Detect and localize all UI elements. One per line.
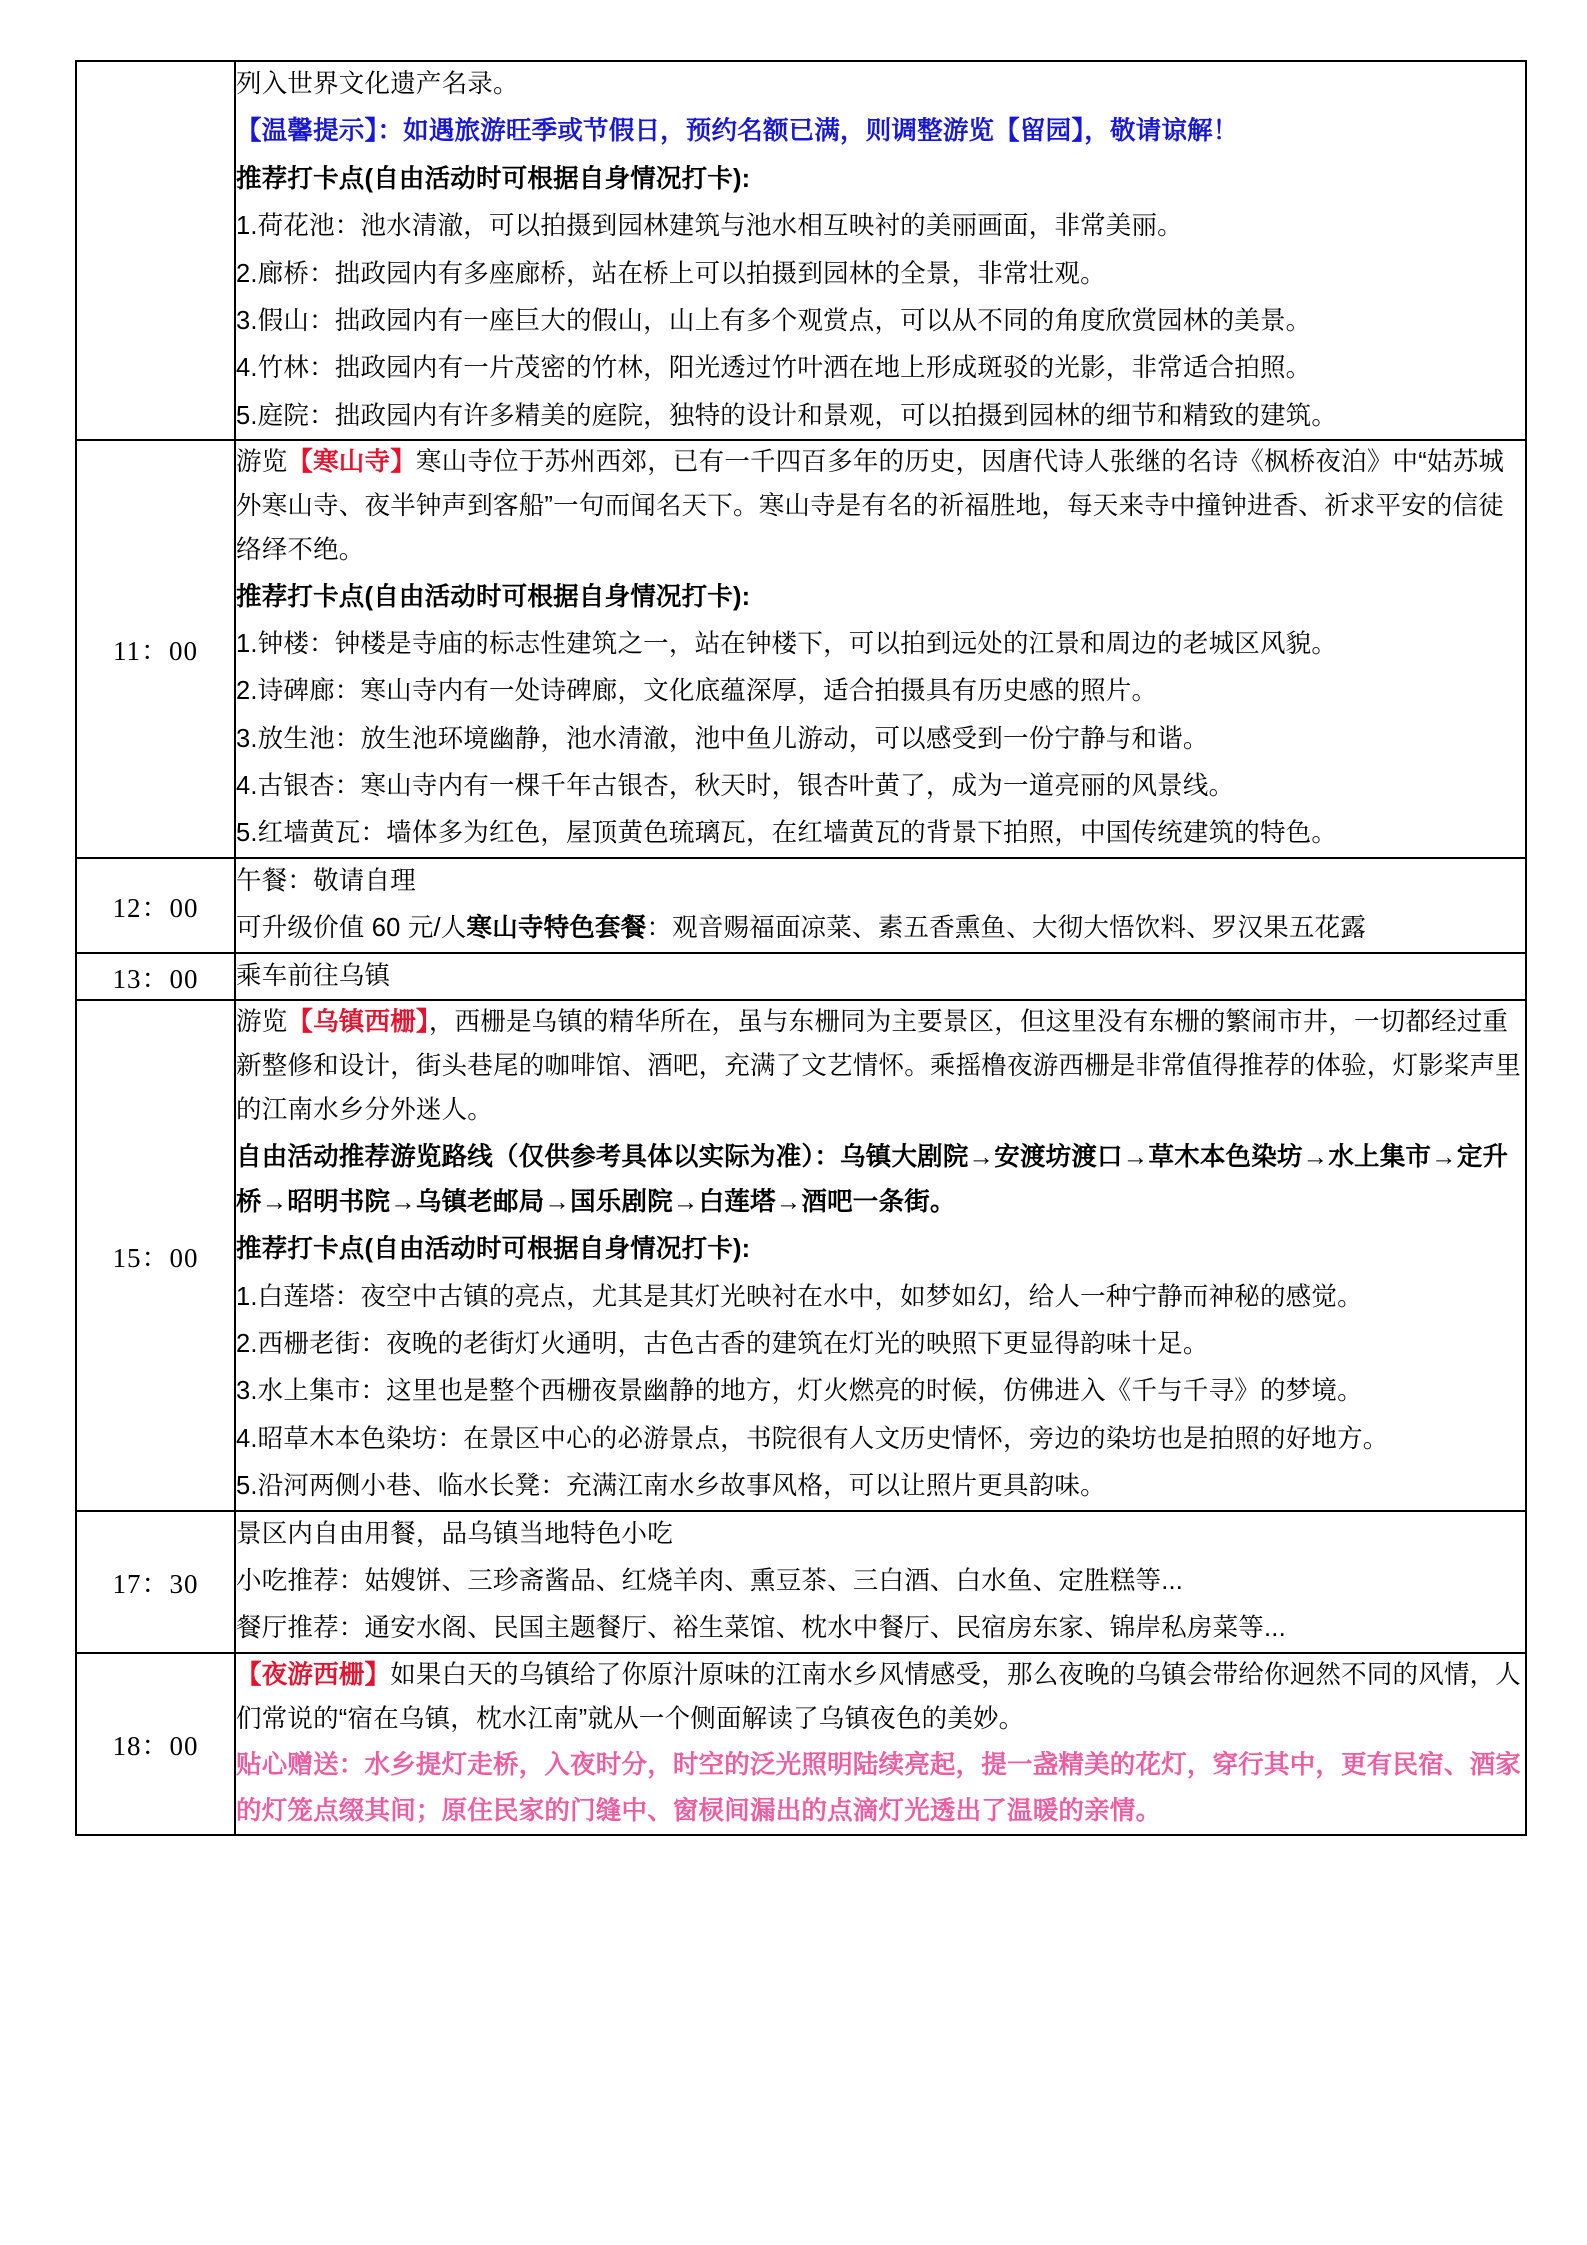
time-cell: 18：00 (76, 1653, 235, 1835)
time-cell: 11：00 (76, 440, 235, 858)
restaurant-recommendation-line: 餐厅推荐：通安水阁、民国主题餐厅、裕生菜馆、枕水中餐厅、民宿房东家、锦岸私房菜等... (236, 1614, 1286, 1643)
content-cell (235, 61, 1526, 440)
set-meal-name: 寒山寺特色套餐 (466, 914, 647, 943)
photo-spots-heading: 推荐打卡点(自由活动时可根据自身情况打卡): (236, 582, 751, 611)
photo-spot-item: 5.庭院：拙政园内有许多精美的庭院，独特的设计和景观，可以拍摄到园林的细节和精致的建筑。 (236, 401, 1338, 430)
night-tour-highlight: 【夜游西栅】 (236, 1660, 391, 1689)
photo-spot-item: 4.古银杏：寒山寺内有一棵千年古银杏，秋天时，银杏叶黄了，成为一道亮丽的风景线。 (236, 772, 1235, 801)
gift-line: 贴心赠送：水乡提灯走桥，入夜时分，时空的泛光照明陆续亮起，提一盏精美的花灯，穿行其中，更有民宿、酒家的灯笼点缀其间；原住民家的门缝中、窗棂间漏出的点滴灯光透出了温暖的亲情。 (236, 1751, 1522, 1825)
attraction-intro (236, 1001, 1525, 1133)
photo-spot-item: 2.诗碑廊：寒山寺内有一处诗碑廊，文化底蕴深厚，适合拍摄具有历史感的照片。 (236, 677, 1158, 706)
attraction-name-highlight: 【寒山寺】 (287, 448, 416, 476)
time-cell: 17：30 (76, 1511, 235, 1653)
dinner-line: 景区内自由用餐，品乌镇当地特色小吃 (236, 1519, 673, 1548)
intro-prefix: 游览 (236, 448, 288, 476)
photo-spots-heading: 推荐打卡点(自由活动时可根据自身情况打卡): (236, 1235, 751, 1264)
recommended-route-line: 自由活动推荐游览路线（仅供参考具体以实际为准）：乌镇大剧院→安渡坊渡口→草木本色染坊→水上集市→定升桥→昭明书院→乌镇老邮局→国乐剧院→白莲塔→酒吧一条街。 (236, 1142, 1509, 1216)
table-row (76, 953, 1526, 1000)
table-row (76, 1000, 1526, 1511)
photo-spot-item: 5.沿河两侧小巷、临水长凳：充满江南水乡故事风格，可以让照片更具韵味。 (236, 1472, 1106, 1501)
attraction-name-highlight: 【乌镇西栅】 (287, 1007, 429, 1036)
tip-line: 【温馨提示】：如遇旅游旺季或节假日，预约名额已满，则调整游览【留园】，敬请谅解！ (236, 117, 1239, 146)
itinerary-table-body (76, 61, 1526, 1835)
photo-spot-item: 1.白莲塔：夜空中古镇的亮点，尤其是其灯光映衬在水中，如梦如幻，给人一种宁静而神秘的感觉。 (236, 1282, 1363, 1311)
photo-spots-heading: 推荐打卡点(自由活动时可根据自身情况打卡): (236, 164, 751, 193)
intro-prefix: 游览 (236, 1007, 288, 1036)
lunch-line: 午餐：敬请自理 (236, 866, 416, 895)
snack-recommendation-line: 小吃推荐：姑嫂饼、三珍斋酱品、红烧羊肉、熏豆茶、三白酒、白水鱼、定胜糕等... (236, 1566, 1184, 1595)
night-tour-intro (236, 1654, 1525, 1742)
photo-spot-item: 1.钟楼：钟楼是寺庙的标志性建筑之一，站在钟楼下，可以拍到远处的江景和周边的老城区风貌。 (236, 629, 1338, 658)
content-cell (235, 858, 1526, 953)
photo-spot-item: 4.昭草木本色染坊：在景区中心的必游景点，书院很有人文历史情怀，旁边的染坊也是拍照的好地方。 (236, 1424, 1389, 1453)
time-cell: 12：00 (76, 858, 235, 953)
photo-spot-item: 5.红墙黄瓦：墙体多为红色，屋顶黄色琉璃瓦，在红墙黄瓦的背景下拍照，中国传统建筑的特色。 (236, 819, 1338, 848)
content-cell (235, 1653, 1526, 1835)
itinerary-table (75, 60, 1527, 1836)
table-row (76, 1511, 1526, 1653)
time-cell: 13：00 (76, 953, 235, 1000)
content-cell (235, 953, 1526, 1000)
photo-spot-item: 1.荷花池：池水清澈，可以拍摄到园林建筑与池水相互映衬的美丽画面，非常美丽。 (236, 212, 1183, 241)
attraction-intro (236, 441, 1525, 573)
photo-spot-item: 3.放生池：放生池环境幽静，池水清澈，池中鱼儿游动，可以感受到一份宁静与和谐。 (236, 724, 1209, 753)
table-row (76, 858, 1526, 953)
set-meal-items: ：观音赐福面凉菜、素五香熏鱼、大彻大悟饮料、罗汉果五花露 (646, 914, 1367, 943)
night-tour-body: 如果白天的乌镇给了你原汁原味的江南水乡风情感受，那么夜晚的乌镇会带给你迥然不同的风情，人们常说的“宿在乌镇，枕水江南”就从一个侧面解读了乌镇夜色的美妙。 (236, 1660, 1522, 1733)
table-row (76, 61, 1526, 440)
photo-spot-item: 2.廊桥：拙政园内有多座廊桥，站在桥上可以拍摄到园林的全景，非常壮观。 (236, 259, 1106, 288)
content-cell (235, 1000, 1526, 1511)
content-cell (235, 1511, 1526, 1653)
time-cell (76, 61, 235, 440)
photo-spot-item: 3.假山：拙政园内有一座巨大的假山，山上有多个观赏点，可以从不同的角度欣赏园林的美景。 (236, 306, 1312, 335)
table-row (76, 1653, 1526, 1835)
meal-upgrade-line (236, 906, 1525, 951)
transfer-line: 乘车前往乌镇 (236, 961, 391, 990)
intro-body: 寒山寺位于苏州西郊，已有一千四百多年的历史，因唐代诗人张继的名诗《枫桥夜泊》中“姑苏城外寒山寺、夜半钟声到客船”一句而闻名天下。寒山寺是有名的祈福胜地，每天来寺中撞钟进香、祈求平安的信徒络绎不绝。 (236, 448, 1505, 564)
time-cell: 15：00 (76, 1000, 235, 1511)
intro-body: ，西栅是乌镇的精华所在，虽与东栅同为主要景区，但这里没有东栅的繁闹市井，一切都经过重新整修和设计，街头巷尾的咖啡馆、酒吧，充满了文艺情怀。乘摇橹夜游西栅是非常值得推荐的体验，灯影桨声里的江南水乡分外迷人。 (236, 1007, 1522, 1124)
content-cell (235, 440, 1526, 858)
itinerary-line: 列入世界文化遗产名录。 (236, 70, 519, 98)
upgrade-prefix: 可升级价值 60 元/人 (236, 914, 467, 943)
photo-spot-item: 4.竹林：拙政园内有一片茂密的竹林，阳光透过竹叶洒在地上形成斑驳的光影，非常适合拍照。 (236, 354, 1312, 383)
table-row (76, 440, 1526, 858)
photo-spot-item: 3.水上集市：这里也是整个西栅夜景幽静的地方，灯火燃亮的时候，仿佛进入《千与千寻》的梦境。 (236, 1377, 1363, 1406)
photo-spot-item: 2.西栅老街：夜晚的老街灯火通明，古色古香的建筑在灯光的映照下更显得韵味十足。 (236, 1330, 1209, 1359)
